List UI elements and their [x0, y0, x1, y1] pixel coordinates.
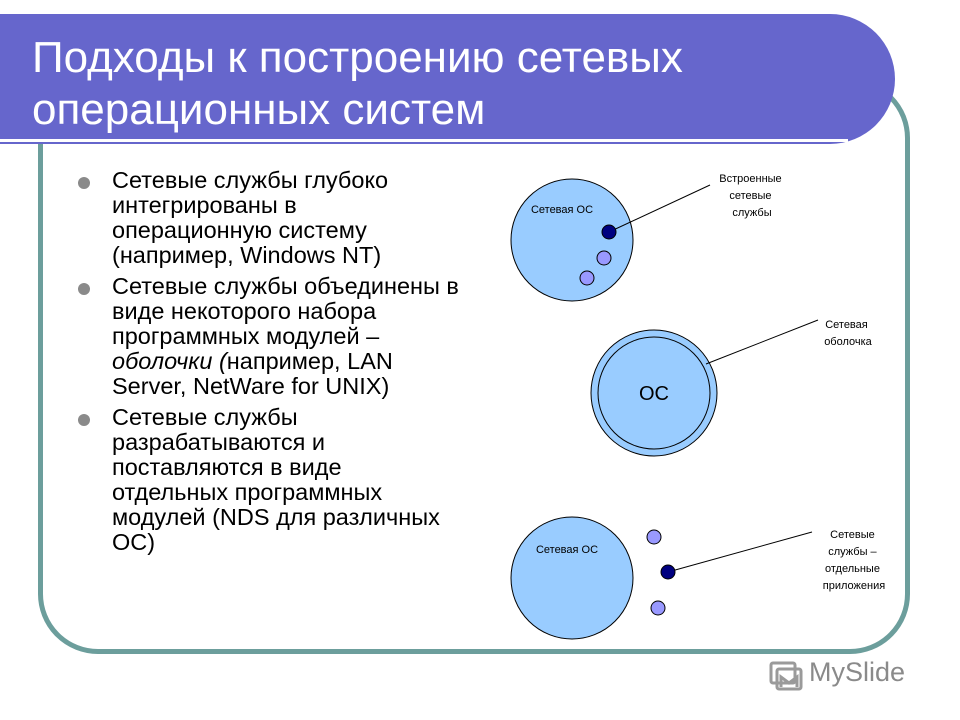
- circle-label: Сетевая ОС: [535, 544, 599, 556]
- callout-label: [719, 173, 784, 219]
- callout-line-text: оболочка: [824, 336, 872, 348]
- title-line-1: Подходы к построению сетевых: [32, 33, 683, 82]
- diagram-integrated: [511, 173, 785, 301]
- bullet-text: Сетевые службы объединены в виде некоторого набора программных модулей –: [112, 273, 459, 349]
- title-line-2: операционных систем: [32, 85, 486, 134]
- service-node-dark: [661, 565, 675, 579]
- callout-line-text: Встроенные: [719, 173, 782, 185]
- bullet-text: Сетевые службы разрабатываются и поставляются в виде отдельных программных модулей (NDS для различных ОС): [112, 404, 440, 555]
- diagram-separate: [511, 517, 885, 639]
- callout-label: [823, 529, 885, 592]
- service-node: [651, 601, 665, 615]
- bullet-text-italic: оболочки (: [112, 348, 227, 374]
- service-node: [597, 251, 611, 265]
- service-node: [647, 530, 661, 544]
- core-label: ОС: [639, 383, 669, 405]
- callout-line-text: отдельные: [824, 563, 880, 575]
- callout-label: [824, 319, 872, 348]
- watermark-text: MySlide: [809, 657, 906, 687]
- callout-line-text: Сетевая: [825, 319, 868, 331]
- bullet-text: например, LAN Server, NetWare for UNIX): [112, 348, 393, 399]
- circle-label: Сетевая ОС: [530, 204, 594, 216]
- service-node: [580, 271, 594, 285]
- watermark: [765, 655, 930, 695]
- callout-line: [706, 320, 818, 364]
- myshared-logo-icon: [767, 657, 807, 693]
- bullet-text: Сетевые службы глубоко интегрированы в операционную систему (например, Windows NT): [112, 167, 389, 268]
- callout-line-text: приложения: [822, 580, 886, 592]
- callout-line-text: службы: [732, 207, 772, 219]
- network-os-circle: [511, 179, 633, 301]
- callout-line-text: службы –: [828, 546, 877, 558]
- network-os-circle: [511, 517, 633, 639]
- callout-line-text: Сетевые: [830, 529, 875, 541]
- diagram-shell: [591, 319, 873, 456]
- callout-line: [668, 532, 812, 572]
- service-node-dark: [602, 225, 616, 239]
- callout-line-text: сетевые: [729, 190, 772, 202]
